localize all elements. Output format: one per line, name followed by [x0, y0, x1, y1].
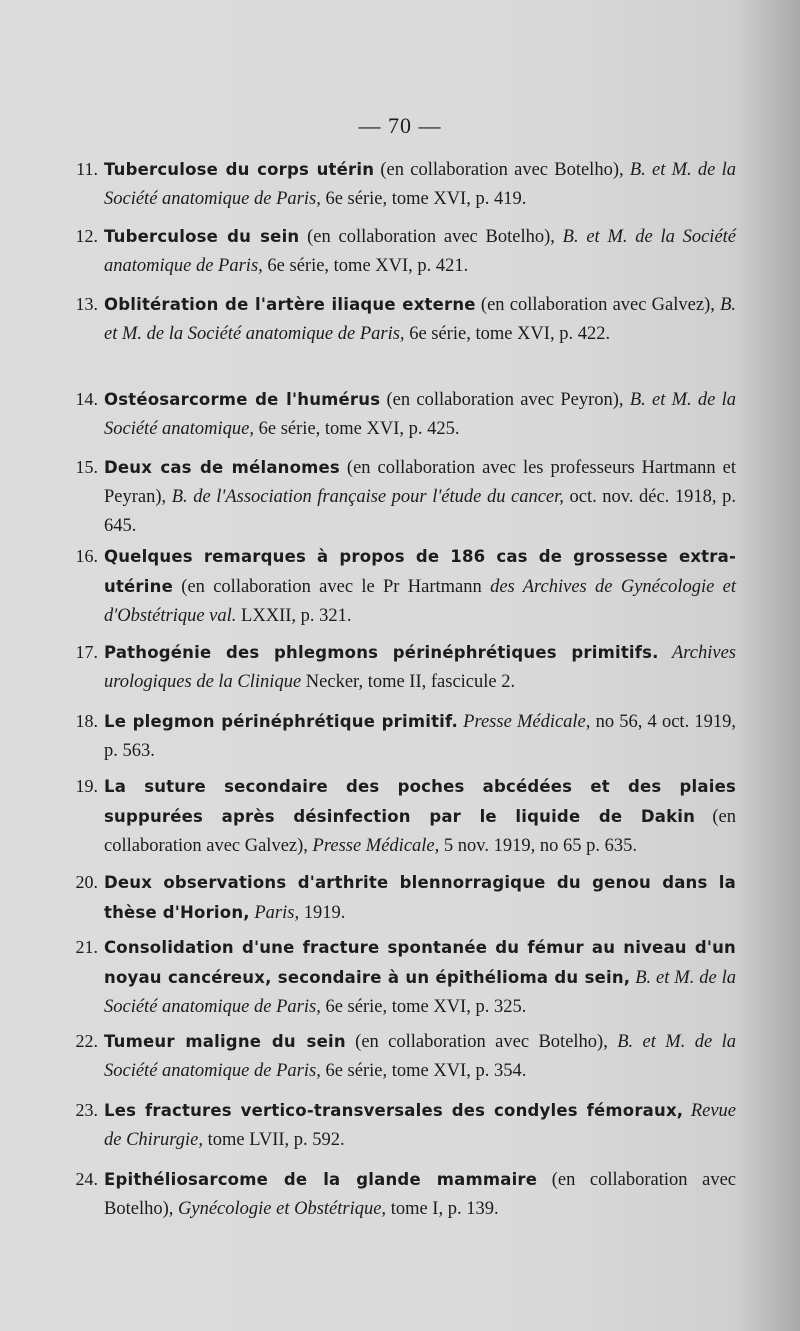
entry-text: (en collaboration avec Galvez),	[475, 295, 721, 315]
entry-title: La suture secondaire des poches abcédées et des plaies suppurées après désinfection par le liquide de Dakin	[104, 777, 736, 826]
entry	[75, 638, 737, 697]
entry-source: B. et M. de la Société anatomique de Paris,	[104, 968, 737, 1017]
entry-number: 19.	[75, 776, 98, 796]
entry-text: (en collaboration avec Galvez),	[104, 807, 736, 856]
entry-number: 21.	[75, 937, 98, 957]
entry-source: B. et M. de la Société anatomique de Paris,	[104, 295, 737, 344]
entry-text: 6e série, tome XVI, p. 425.	[254, 419, 460, 439]
entry-text: tome I, p. 139.	[386, 1199, 499, 1219]
entry-text	[683, 1101, 691, 1121]
entry-title: Deux observations d'arthrite blennorragique du genou dans la thèse d'Horion,	[104, 873, 736, 922]
entry-title: Tuberculose du sein	[104, 227, 300, 246]
entry	[75, 542, 736, 631]
entry	[75, 290, 737, 349]
entry	[76, 155, 736, 214]
entry-number: 18.	[75, 711, 98, 731]
entry-source: Gynécologie et Obstétrique,	[178, 1199, 387, 1219]
entry-source: Paris,	[254, 903, 300, 923]
entry-text: (en collaboration avec Botelho),	[299, 227, 563, 247]
entry-title: Pathogénie des phlegmons périnéphrétiques primitifs.	[104, 643, 659, 662]
entry	[75, 385, 736, 444]
entry-title: Epithéliosarcome de la glande mammaire	[104, 1170, 538, 1189]
entry-title: Tuberculose du corps utérin	[104, 160, 375, 179]
entry-text: 5 nov. 1919, no 65 p. 635.	[439, 836, 637, 856]
entry	[75, 453, 736, 541]
entry	[75, 1096, 737, 1155]
entry-title: Oblitération de l'artère iliaque externe	[104, 295, 476, 314]
entry-title: Deux cas de mélanomes	[104, 458, 340, 477]
entry-number: 15.	[75, 457, 98, 477]
entry-text: 6e série, tome XVI, p. 421.	[262, 256, 469, 276]
entry-title: Le plegmon périnéphrétique primitif.	[104, 712, 458, 731]
entry-source: B. et M. de la Société anatomique de Paris,	[104, 227, 737, 276]
entry-text: LXXII, p. 321.	[236, 606, 352, 626]
entry-source: B. de l'Association française pour l'étude du cancer,	[171, 487, 564, 507]
entry-source: Presse Médicale,	[312, 836, 440, 856]
entry-source: Archives urologiques de la Clinique	[104, 643, 737, 692]
entry	[75, 1165, 736, 1224]
entry-source: B. et M. de la Société anatomique de Paris,	[104, 160, 736, 209]
entry-source: des Archives de Gynécologie et d'Obstétrique val.	[104, 577, 736, 626]
entry-text: no 56, 4 oct. 1919, p. 563.	[104, 712, 736, 761]
entry-source: Presse Médicale,	[463, 712, 591, 732]
entry-source: Revue de Chirurgie,	[104, 1101, 737, 1150]
entry-text: (en collaboration avec le Pr Hartmann	[172, 577, 491, 597]
entry-number: 22.	[75, 1031, 98, 1051]
entry-text: 6e série, tome XVI, p. 354.	[320, 1061, 527, 1081]
entry-number: 12.	[75, 226, 98, 246]
entry-text: (en collaboration avec Botelho),	[374, 160, 630, 180]
page-number: — 70 —	[358, 113, 442, 138]
entry	[75, 1027, 736, 1086]
entry-source: B. et M. de la Société anatomique,	[104, 390, 736, 439]
entry	[75, 707, 736, 766]
entry-title: Consolidation d'une fracture spontanée du fémur au niveau d'un noyau cancéreux, secondaire à un épithélioma du sein,	[104, 938, 736, 987]
entry-source: B. et M. de la Société anatomique de Paris,	[104, 1032, 736, 1081]
entry-title: Les fractures vertico-transversales des condyles fémoraux,	[104, 1101, 684, 1120]
entry	[75, 868, 736, 928]
entry-number: 14.	[75, 389, 98, 409]
entry	[75, 772, 736, 861]
entry-text: Necker, tome II, fascicule 2.	[301, 672, 516, 692]
entry-text: (en collaboration avec Botelho),	[104, 1170, 736, 1219]
entry	[75, 222, 737, 281]
entry-number: 17.	[75, 642, 98, 662]
entry-text: (en collaboration avec Botelho),	[345, 1032, 618, 1052]
entry-text: 6e série, tome XVI, p. 325.	[320, 997, 527, 1017]
entry-text: 6e série, tome XVI, p. 419.	[320, 189, 527, 209]
entry-text: 6e série, tome XVI, p. 422.	[404, 324, 611, 344]
entry-text: (en collaboration avec les professeurs Hartmann et Peyran),	[104, 458, 736, 507]
entry-text	[659, 643, 672, 663]
entry	[75, 933, 737, 1022]
entry-title: Ostéosarcorme de l'humérus	[104, 390, 381, 409]
entry-number: 16.	[75, 546, 98, 566]
entry-text: oct. nov. déc. 1918, p. 645.	[104, 487, 736, 536]
entry-title: Quelques remarques à propos de 186 cas de grossesse extra-utérine	[104, 547, 736, 596]
entry-number: 24.	[75, 1169, 98, 1189]
entry-text: (en collaboration avec Peyron),	[380, 390, 630, 410]
entry-number: 13.	[75, 294, 98, 314]
entry-number: 20.	[75, 872, 98, 892]
entry-title: Tumeur maligne du sein	[104, 1032, 346, 1051]
entry-text: tome LVII, p. 592.	[203, 1130, 345, 1150]
entry-text: 1919.	[299, 903, 346, 923]
entry-number: 23.	[75, 1100, 98, 1120]
entry-number: 11.	[76, 159, 98, 179]
